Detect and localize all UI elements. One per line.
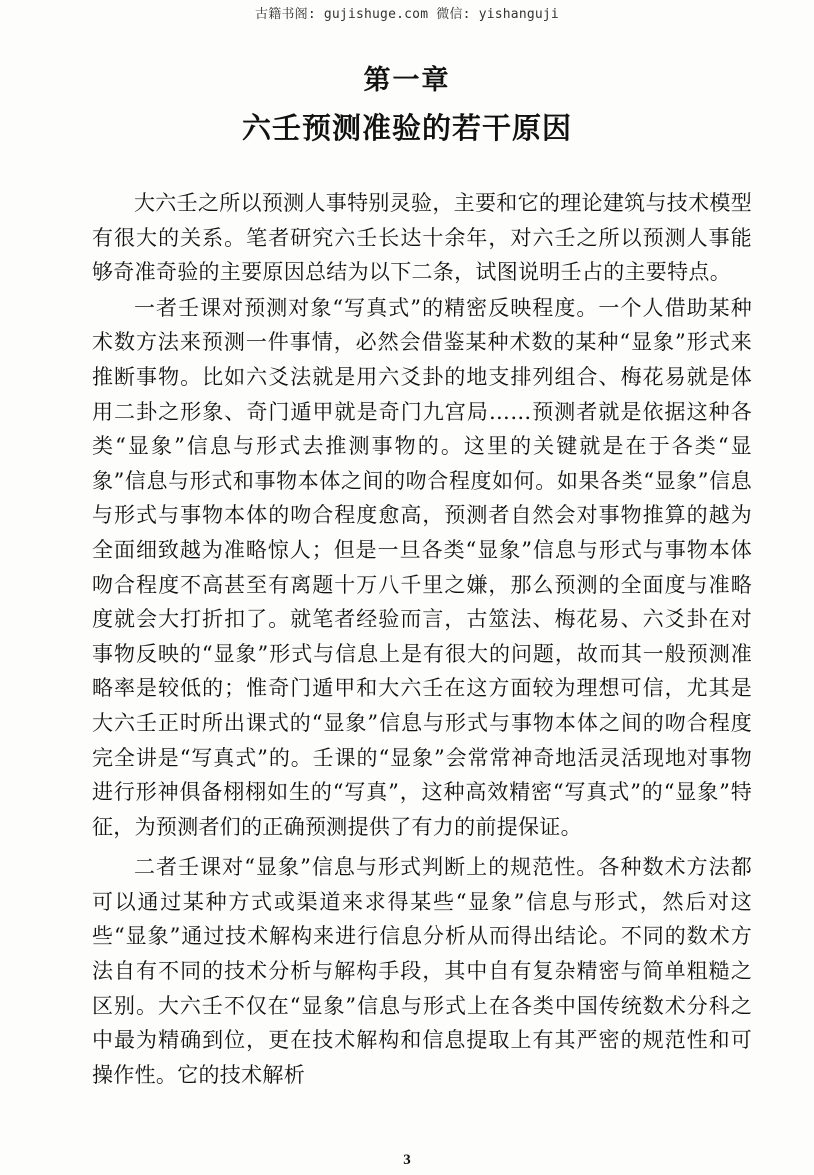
- chapter-number: 第一章: [363, 65, 451, 96]
- paragraph-intro: 大六壬之所以预测人事特别灵验，主要和它的理论建筑与技术模型有很大的关系。笔者研究六壬长达十余年，对六壬之所以预测人事能够奇准奇验的主要原因总结为以下二条，试图说明壬占的主要特点。: [92, 191, 752, 285]
- chapter-title: 六壬预测准验的若干原因: [241, 111, 572, 145]
- page-number: 3: [403, 1152, 411, 1168]
- watermark-header: 古籍书阁: gujishuge.com 微信: yishanguji: [255, 7, 559, 22]
- body-text: [92, 186, 752, 1092]
- paragraph-point-one: 一者壬课对预测对象“写真式”的精密反映程度。一个人借助某种术数方法来预测一件事情，必然会借鉴某种术数的某种“显象”形式来推断事物。比如六爻法就是用六爻卦的地支排列组合、梅花易就是体用二卦之形象、奇门遁甲就是奇门九宫局……预测者就是依据这种各类“显象”信息与形式去推测事物的。这里的关键就是在于各类“显象”信息与形式和事物本体之间的吻合程度如何。如果各类“显象”信息与形式与事物本体的吻合程度愈高，预测者自然会对事物推算的越为全面细致越为准略惊人；但是一旦各类“显象”信息与形式与事物本体吻合程度不高甚至有离题十万八千里之嫌，那么预测的全面度与准略度就会大打折扣了。就笔者经验而言，古筮法、梅花易、六爻卦在对事物反映的“显象”形式与信息上是有很大的问题，故而其一般预测准略率是较低的；惟奇门遁甲和大六壬在这方面较为理想可信，尤其是大六壬正时所出课式的“显象”信息与形式与事物本体之间的吻合程度完全讲是“写真式”的。壬课的“显象”会常常神奇地活灵活现地对事物进行形神俱备栩栩如生的“写真”，这种高效精密“写真式”的“显象”特征，为预测者们的正确预测提供了有力的前提保证。: [92, 295, 752, 839]
- paragraph-point-two: 二者壬课对“显象”信息与形式判断上的规范性。各种数术方法都可以通过某种方式或渠道来求得某些“显象”信息与形式，然后对这些“显象”通过技术解构来进行信息分析从而得出结论。不同的数术方法自有不同的技术分析与解构手段，其中自有复杂精密与简单粗糙之区别。大六壬不仅在“显象”信息与形式上在各类中国传统数术分科之中最为精确到位，更在技术解构和信息提取上有其严密的规范性和可操作性。它的技术解析: [92, 855, 752, 1087]
